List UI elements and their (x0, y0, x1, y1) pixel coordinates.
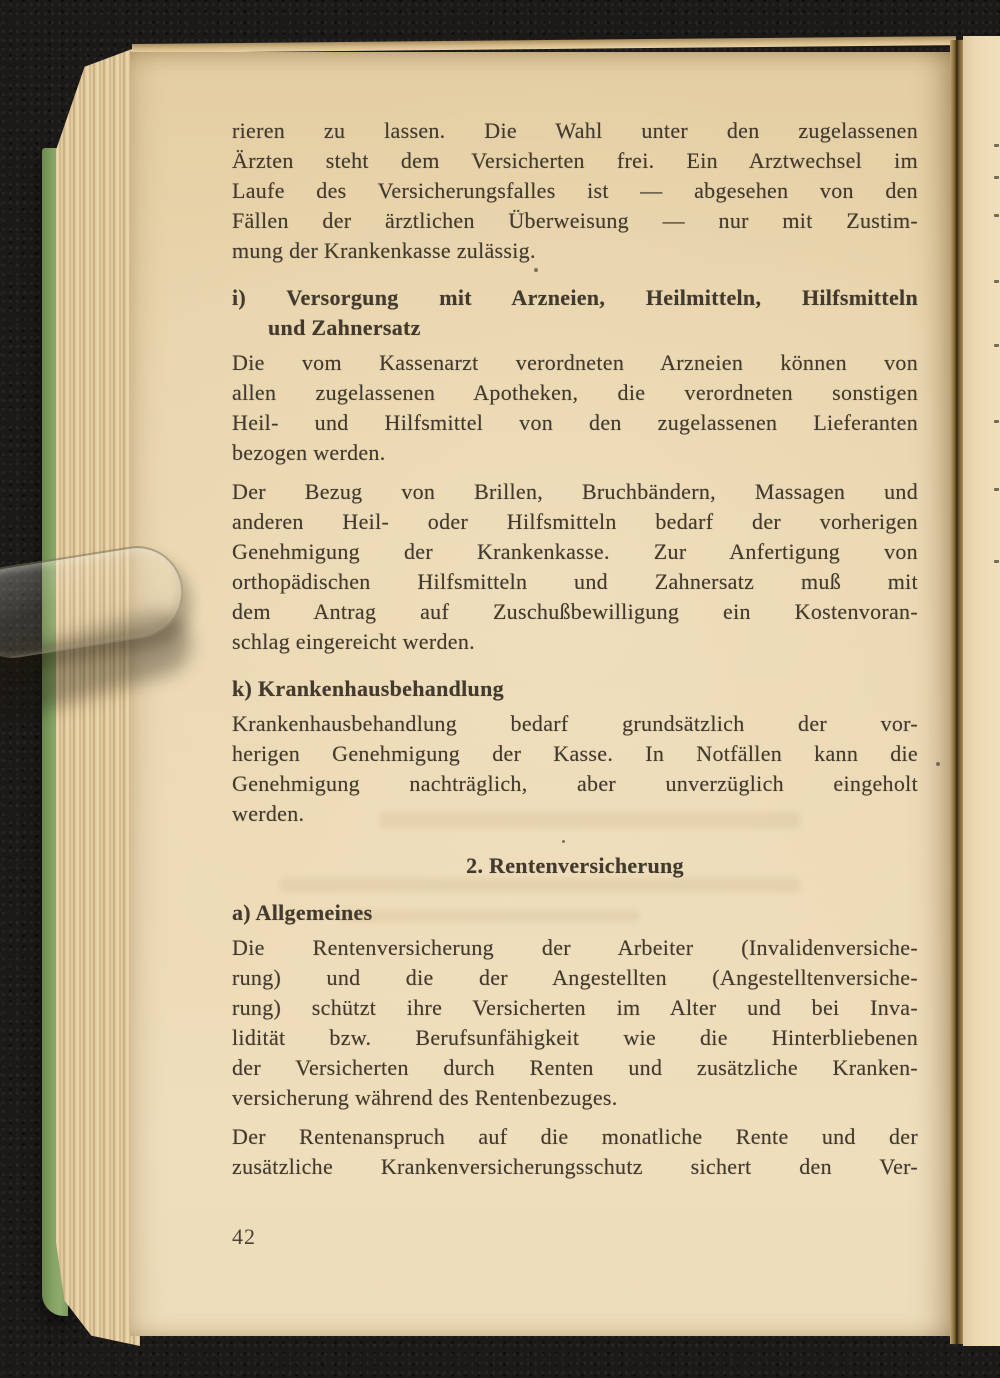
text-line: rung) schützt ihre Versicherten im Alter und bei Inva- (232, 995, 918, 1020)
text-line: herigen Genehmigung der Kasse. In Notfällen kann die (232, 741, 918, 766)
text-line: dem Antrag auf Zuschußbewilligung ein Kostenvoran- (232, 599, 918, 624)
text-line: orthopädischen Hilfsmitteln und Zahnersatz muß mit (232, 569, 918, 594)
text-line: der Versicherten durch Renten und zusätzliche Kranken- (232, 1055, 918, 1080)
text-line: Ärzten steht dem Versicherten frei. Ein Arztwechsel im (232, 148, 918, 173)
text-line: Fällen der ärztlichen Überweisung — nur mit Zustim- (232, 208, 918, 233)
text-line: Der Bezug von Brillen, Bruchbändern, Massagen und (232, 479, 918, 504)
adjacent-page-sliver (963, 36, 1000, 1346)
text-line: bezogen werden. (232, 440, 386, 465)
text-line: Krankenhausbehandlung bedarf grundsätzlich der vor- (232, 711, 918, 736)
page-number: 42 (232, 1224, 256, 1249)
text-line: lidität bzw. Berufsunfähigkeit wie die Hinterbliebenen (232, 1025, 918, 1050)
cutoff-text-fragment (994, 280, 999, 283)
text-line: Genehmigung nachträglich, aber unverzüglich eingeholt (232, 771, 918, 796)
heading-a-allgemeines (232, 898, 918, 928)
text-line: allen zugelassenen Apotheken, die verordneten sonstigen (232, 380, 918, 405)
text-line: rieren zu lassen. Die Wahl unter den zugelassenen (232, 118, 918, 143)
cutoff-text-fragment (994, 176, 999, 179)
text-line: mung der Krankenkasse zulässig. (232, 238, 536, 263)
ink-speck (936, 762, 940, 766)
heading-i-versorgung (232, 283, 918, 343)
section-heading-rentenversicherung (232, 851, 918, 881)
cutoff-text-fragment (994, 560, 999, 563)
text-line: 2. Rentenversicherung (466, 853, 684, 878)
text-line: versicherung während des Rentenbezuges. (232, 1085, 618, 1110)
cutoff-text-fragment (994, 420, 999, 423)
paragraph-rentenanspruch (232, 1122, 918, 1182)
paragraph-bezug-brillen (232, 477, 918, 657)
text-line: zusätzliche Krankenversicherungsschutz sichert den Ver- (232, 1154, 918, 1179)
text-line: a) Allgemeines (232, 900, 373, 925)
text-line: Die Rentenversicherung der Arbeiter (Invalidenversiche- (232, 935, 918, 960)
paragraph-kassenarzt (232, 348, 918, 468)
text-line: Der Rentenanspruch auf die monatliche Rente und der (232, 1124, 918, 1149)
page-top-edge (132, 36, 956, 53)
text-line: anderen Heil- oder Hilfsmitteln bedarf der vorherigen (232, 509, 918, 534)
text-line: Genehmigung der Krankenkasse. Zur Anfertigung von (232, 539, 918, 564)
paragraph-rentenversicherung-allgemein (232, 933, 918, 1113)
cutoff-text-fragment (994, 344, 999, 347)
heading-k-krankenhausbehandlung (232, 674, 918, 704)
text-block (232, 116, 918, 1191)
text-line: k) Krankenhausbehandlung (232, 676, 504, 701)
text-line: Die vom Kassenarzt verordneten Arzneien können von (232, 350, 918, 375)
book-page (130, 52, 952, 1336)
text-line: Heil- und Hilfsmittel von den zugelassenen Lieferanten (232, 410, 918, 435)
text-line: schlag eingereicht werden. (232, 629, 475, 654)
text-line: werden. (232, 801, 305, 826)
book-gutter (950, 40, 963, 1344)
paragraph-arztwahl (232, 116, 918, 266)
cutoff-text-fragment (994, 144, 999, 147)
text-line: Laufe des Versicherungsfalles ist — abgesehen von den (232, 178, 918, 203)
text-line: und Zahnersatz (268, 315, 421, 340)
paragraph-krankenhausbehandlung (232, 709, 918, 829)
cutoff-text-fragment (994, 488, 999, 491)
text-line: rung) und die der Angestellten (Angestelltenversiche- (232, 965, 918, 990)
cutoff-text-fragment (994, 214, 999, 217)
text-line: i) Versorgung mit Arzneien, Heilmitteln, Hilfsmitteln (232, 285, 918, 310)
